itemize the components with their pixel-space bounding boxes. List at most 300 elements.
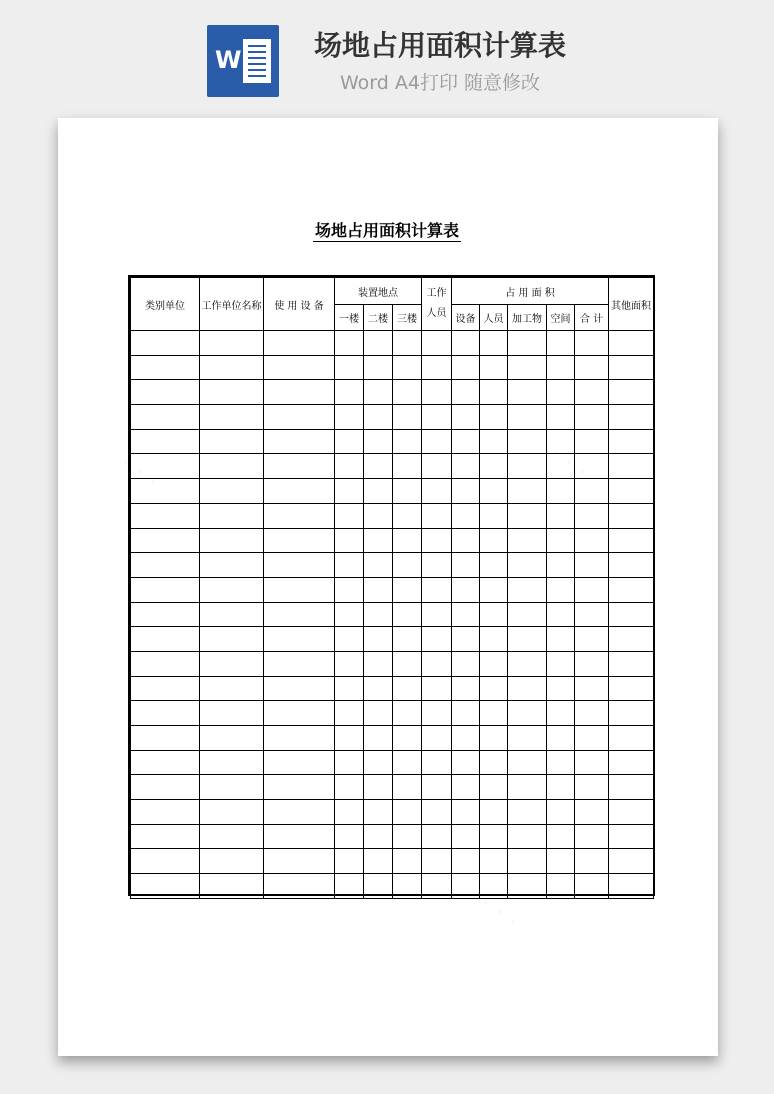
table-cell[interactable] bbox=[575, 528, 609, 553]
table-cell[interactable] bbox=[364, 503, 393, 528]
table-cell[interactable] bbox=[264, 676, 335, 701]
table-cell[interactable] bbox=[452, 775, 480, 800]
table-cell[interactable] bbox=[480, 405, 508, 430]
table-cell[interactable] bbox=[335, 553, 364, 578]
table-cell[interactable] bbox=[422, 479, 452, 504]
table-cell[interactable] bbox=[575, 602, 609, 627]
table-cell[interactable] bbox=[264, 405, 335, 430]
table-cell[interactable] bbox=[609, 503, 654, 528]
table-cell[interactable] bbox=[364, 602, 393, 627]
table-cell[interactable] bbox=[508, 331, 547, 356]
table-cell[interactable] bbox=[335, 627, 364, 652]
table-cell[interactable] bbox=[200, 429, 264, 454]
table-cell[interactable] bbox=[264, 331, 335, 356]
table-cell[interactable] bbox=[480, 577, 508, 602]
table-cell[interactable] bbox=[575, 429, 609, 454]
table-cell[interactable] bbox=[393, 454, 422, 479]
table-cell[interactable] bbox=[200, 454, 264, 479]
table-cell[interactable] bbox=[200, 676, 264, 701]
table-cell[interactable] bbox=[364, 479, 393, 504]
table-cell[interactable] bbox=[575, 726, 609, 751]
table-cell[interactable] bbox=[575, 750, 609, 775]
table-cell[interactable] bbox=[335, 676, 364, 701]
table-cell[interactable] bbox=[131, 726, 200, 751]
table-cell[interactable] bbox=[393, 701, 422, 726]
table-cell[interactable] bbox=[335, 331, 364, 356]
table-cell[interactable] bbox=[131, 479, 200, 504]
table-cell[interactable] bbox=[422, 750, 452, 775]
table-cell[interactable] bbox=[452, 405, 480, 430]
table-cell[interactable] bbox=[200, 577, 264, 602]
table-cell[interactable] bbox=[547, 874, 575, 899]
table-cell[interactable] bbox=[264, 627, 335, 652]
table-cell[interactable] bbox=[452, 750, 480, 775]
table-cell[interactable] bbox=[508, 849, 547, 874]
table-cell[interactable] bbox=[335, 701, 364, 726]
table-cell[interactable] bbox=[364, 627, 393, 652]
table-cell[interactable] bbox=[452, 577, 480, 602]
table-cell[interactable] bbox=[508, 726, 547, 751]
table-cell[interactable] bbox=[200, 528, 264, 553]
table-cell[interactable] bbox=[575, 676, 609, 701]
table-cell[interactable] bbox=[422, 824, 452, 849]
table-cell[interactable] bbox=[508, 479, 547, 504]
table-cell[interactable] bbox=[547, 775, 575, 800]
table-cell[interactable] bbox=[364, 355, 393, 380]
table-cell[interactable] bbox=[200, 824, 264, 849]
table-cell[interactable] bbox=[131, 355, 200, 380]
table-cell[interactable] bbox=[200, 602, 264, 627]
table-cell[interactable] bbox=[575, 824, 609, 849]
table-cell[interactable] bbox=[264, 824, 335, 849]
table-cell[interactable] bbox=[480, 479, 508, 504]
table-cell[interactable] bbox=[422, 454, 452, 479]
table-cell[interactable] bbox=[131, 874, 200, 899]
table-cell[interactable] bbox=[422, 726, 452, 751]
table-cell[interactable] bbox=[609, 824, 654, 849]
table-cell[interactable] bbox=[452, 553, 480, 578]
table-cell[interactable] bbox=[508, 602, 547, 627]
table-cell[interactable] bbox=[422, 602, 452, 627]
table-cell[interactable] bbox=[609, 849, 654, 874]
table-cell[interactable] bbox=[335, 355, 364, 380]
table-cell[interactable] bbox=[264, 503, 335, 528]
table-cell[interactable] bbox=[131, 553, 200, 578]
table-cell[interactable] bbox=[575, 800, 609, 825]
table-cell[interactable] bbox=[393, 750, 422, 775]
table-cell[interactable] bbox=[364, 553, 393, 578]
table-cell[interactable] bbox=[547, 553, 575, 578]
table-cell[interactable] bbox=[422, 503, 452, 528]
table-cell[interactable] bbox=[264, 849, 335, 874]
table-cell[interactable] bbox=[508, 553, 547, 578]
table-cell[interactable] bbox=[200, 750, 264, 775]
table-cell[interactable] bbox=[452, 627, 480, 652]
table-cell[interactable] bbox=[335, 503, 364, 528]
table-cell[interactable] bbox=[547, 405, 575, 430]
table-cell[interactable] bbox=[609, 331, 654, 356]
table-cell[interactable] bbox=[200, 627, 264, 652]
table-cell[interactable] bbox=[335, 405, 364, 430]
table-cell[interactable] bbox=[264, 479, 335, 504]
table-cell[interactable] bbox=[452, 701, 480, 726]
table-cell[interactable] bbox=[575, 405, 609, 430]
table-cell[interactable] bbox=[335, 429, 364, 454]
table-cell[interactable] bbox=[393, 528, 422, 553]
table-cell[interactable] bbox=[609, 429, 654, 454]
table-cell[interactable] bbox=[575, 849, 609, 874]
table-cell[interactable] bbox=[131, 405, 200, 430]
table-cell[interactable] bbox=[200, 701, 264, 726]
table-cell[interactable] bbox=[480, 701, 508, 726]
table-cell[interactable] bbox=[609, 479, 654, 504]
table-cell[interactable] bbox=[609, 380, 654, 405]
table-cell[interactable] bbox=[364, 651, 393, 676]
table-cell[interactable] bbox=[200, 331, 264, 356]
table-cell[interactable] bbox=[609, 577, 654, 602]
table-cell[interactable] bbox=[335, 874, 364, 899]
table-cell[interactable] bbox=[364, 849, 393, 874]
table-cell[interactable] bbox=[547, 355, 575, 380]
table-cell[interactable] bbox=[335, 577, 364, 602]
table-cell[interactable] bbox=[480, 602, 508, 627]
table-cell[interactable] bbox=[131, 849, 200, 874]
table-cell[interactable] bbox=[264, 701, 335, 726]
table-cell[interactable] bbox=[200, 479, 264, 504]
table-cell[interactable] bbox=[547, 676, 575, 701]
table-cell[interactable] bbox=[335, 775, 364, 800]
table-cell[interactable] bbox=[609, 553, 654, 578]
table-cell[interactable] bbox=[609, 750, 654, 775]
table-cell[interactable] bbox=[393, 479, 422, 504]
table-cell[interactable] bbox=[335, 380, 364, 405]
table-cell[interactable] bbox=[422, 849, 452, 874]
table-cell[interactable] bbox=[264, 602, 335, 627]
table-cell[interactable] bbox=[264, 726, 335, 751]
table-cell[interactable] bbox=[452, 355, 480, 380]
table-cell[interactable] bbox=[422, 355, 452, 380]
table-cell[interactable] bbox=[547, 651, 575, 676]
table-cell[interactable] bbox=[131, 602, 200, 627]
table-cell[interactable] bbox=[200, 503, 264, 528]
table-cell[interactable] bbox=[364, 528, 393, 553]
table-cell[interactable] bbox=[131, 528, 200, 553]
table-cell[interactable] bbox=[575, 651, 609, 676]
table-cell[interactable] bbox=[200, 355, 264, 380]
table-cell[interactable] bbox=[575, 355, 609, 380]
table-cell[interactable] bbox=[364, 380, 393, 405]
table-cell[interactable] bbox=[480, 355, 508, 380]
table-cell[interactable] bbox=[508, 651, 547, 676]
table-cell[interactable] bbox=[452, 380, 480, 405]
table-cell[interactable] bbox=[264, 454, 335, 479]
table-cell[interactable] bbox=[575, 874, 609, 899]
table-cell[interactable] bbox=[131, 380, 200, 405]
table-cell[interactable] bbox=[335, 528, 364, 553]
table-cell[interactable] bbox=[131, 454, 200, 479]
table-cell[interactable] bbox=[335, 479, 364, 504]
table-cell[interactable] bbox=[609, 651, 654, 676]
table-cell[interactable] bbox=[200, 380, 264, 405]
table-cell[interactable] bbox=[452, 602, 480, 627]
table-cell[interactable] bbox=[131, 750, 200, 775]
table-cell[interactable] bbox=[480, 627, 508, 652]
table-cell[interactable] bbox=[422, 331, 452, 356]
table-cell[interactable] bbox=[575, 331, 609, 356]
table-cell[interactable] bbox=[452, 651, 480, 676]
table-cell[interactable] bbox=[422, 676, 452, 701]
table-cell[interactable] bbox=[609, 701, 654, 726]
table-cell[interactable] bbox=[335, 726, 364, 751]
table-cell[interactable] bbox=[609, 454, 654, 479]
table-cell[interactable] bbox=[422, 405, 452, 430]
table-cell[interactable] bbox=[452, 503, 480, 528]
table-cell[interactable] bbox=[508, 454, 547, 479]
table-cell[interactable] bbox=[480, 503, 508, 528]
table-cell[interactable] bbox=[452, 849, 480, 874]
table-cell[interactable] bbox=[609, 602, 654, 627]
table-cell[interactable] bbox=[200, 651, 264, 676]
table-cell[interactable] bbox=[364, 676, 393, 701]
table-cell[interactable] bbox=[547, 726, 575, 751]
table-cell[interactable] bbox=[508, 405, 547, 430]
table-cell[interactable] bbox=[200, 553, 264, 578]
table-cell[interactable] bbox=[364, 701, 393, 726]
table-cell[interactable] bbox=[131, 800, 200, 825]
table-cell[interactable] bbox=[609, 676, 654, 701]
table-cell[interactable] bbox=[547, 701, 575, 726]
table-cell[interactable] bbox=[264, 429, 335, 454]
table-cell[interactable] bbox=[547, 331, 575, 356]
table-cell[interactable] bbox=[547, 528, 575, 553]
table-cell[interactable] bbox=[508, 701, 547, 726]
table-cell[interactable] bbox=[452, 479, 480, 504]
table-cell[interactable] bbox=[480, 874, 508, 899]
table-cell[interactable] bbox=[480, 528, 508, 553]
table-cell[interactable] bbox=[480, 726, 508, 751]
table-cell[interactable] bbox=[131, 651, 200, 676]
table-cell[interactable] bbox=[508, 380, 547, 405]
table-cell[interactable] bbox=[480, 331, 508, 356]
table-cell[interactable] bbox=[508, 503, 547, 528]
table-cell[interactable] bbox=[264, 775, 335, 800]
table-cell[interactable] bbox=[393, 405, 422, 430]
table-cell[interactable] bbox=[575, 701, 609, 726]
table-cell[interactable] bbox=[364, 775, 393, 800]
table-cell[interactable] bbox=[480, 775, 508, 800]
table-cell[interactable] bbox=[264, 355, 335, 380]
table-cell[interactable] bbox=[508, 627, 547, 652]
table-cell[interactable] bbox=[131, 503, 200, 528]
table-cell[interactable] bbox=[508, 775, 547, 800]
table-cell[interactable] bbox=[480, 553, 508, 578]
table-cell[interactable] bbox=[364, 331, 393, 356]
table-cell[interactable] bbox=[131, 701, 200, 726]
table-cell[interactable] bbox=[393, 355, 422, 380]
table-cell[interactable] bbox=[364, 429, 393, 454]
table-cell[interactable] bbox=[200, 849, 264, 874]
table-cell[interactable] bbox=[264, 800, 335, 825]
table-cell[interactable] bbox=[547, 824, 575, 849]
table-cell[interactable] bbox=[480, 454, 508, 479]
table-cell[interactable] bbox=[452, 824, 480, 849]
table-cell[interactable] bbox=[452, 331, 480, 356]
table-cell[interactable] bbox=[480, 380, 508, 405]
table-cell[interactable] bbox=[393, 676, 422, 701]
table-cell[interactable] bbox=[508, 800, 547, 825]
table-cell[interactable] bbox=[393, 429, 422, 454]
table-cell[interactable] bbox=[393, 775, 422, 800]
table-cell[interactable] bbox=[364, 405, 393, 430]
table-cell[interactable] bbox=[547, 750, 575, 775]
table-cell[interactable] bbox=[575, 454, 609, 479]
table-cell[interactable] bbox=[508, 429, 547, 454]
table-cell[interactable] bbox=[393, 503, 422, 528]
table-cell[interactable] bbox=[393, 627, 422, 652]
table-cell[interactable] bbox=[547, 849, 575, 874]
table-cell[interactable] bbox=[393, 800, 422, 825]
table-cell[interactable] bbox=[364, 800, 393, 825]
table-cell[interactable] bbox=[422, 429, 452, 454]
table-cell[interactable] bbox=[452, 726, 480, 751]
table-cell[interactable] bbox=[335, 824, 364, 849]
table-cell[interactable] bbox=[452, 676, 480, 701]
table-cell[interactable] bbox=[264, 750, 335, 775]
table-cell[interactable] bbox=[422, 577, 452, 602]
table-cell[interactable] bbox=[575, 577, 609, 602]
table-cell[interactable] bbox=[508, 750, 547, 775]
table-cell[interactable] bbox=[452, 429, 480, 454]
table-cell[interactable] bbox=[264, 553, 335, 578]
table-cell[interactable] bbox=[575, 503, 609, 528]
table-cell[interactable] bbox=[547, 479, 575, 504]
table-cell[interactable] bbox=[575, 627, 609, 652]
table-cell[interactable] bbox=[480, 800, 508, 825]
table-cell[interactable] bbox=[422, 874, 452, 899]
table-cell[interactable] bbox=[508, 528, 547, 553]
table-cell[interactable] bbox=[200, 726, 264, 751]
table-cell[interactable] bbox=[335, 454, 364, 479]
table-cell[interactable] bbox=[393, 331, 422, 356]
table-cell[interactable] bbox=[547, 429, 575, 454]
table-cell[interactable] bbox=[609, 874, 654, 899]
table-cell[interactable] bbox=[609, 405, 654, 430]
table-cell[interactable] bbox=[393, 380, 422, 405]
table-cell[interactable] bbox=[609, 775, 654, 800]
table-cell[interactable] bbox=[609, 627, 654, 652]
table-cell[interactable] bbox=[547, 380, 575, 405]
table-cell[interactable] bbox=[364, 577, 393, 602]
table-cell[interactable] bbox=[200, 405, 264, 430]
table-cell[interactable] bbox=[508, 577, 547, 602]
table-cell[interactable] bbox=[264, 651, 335, 676]
table-cell[interactable] bbox=[200, 775, 264, 800]
table-cell[interactable] bbox=[452, 528, 480, 553]
table-cell[interactable] bbox=[131, 429, 200, 454]
table-cell[interactable] bbox=[508, 824, 547, 849]
table-cell[interactable] bbox=[131, 577, 200, 602]
table-cell[interactable] bbox=[547, 800, 575, 825]
table-cell[interactable] bbox=[547, 503, 575, 528]
table-cell[interactable] bbox=[364, 824, 393, 849]
table-cell[interactable] bbox=[364, 726, 393, 751]
table-cell[interactable] bbox=[422, 775, 452, 800]
table-cell[interactable] bbox=[452, 874, 480, 899]
table-cell[interactable] bbox=[422, 701, 452, 726]
table-cell[interactable] bbox=[131, 824, 200, 849]
table-cell[interactable] bbox=[422, 380, 452, 405]
table-cell[interactable] bbox=[335, 651, 364, 676]
table-cell[interactable] bbox=[480, 849, 508, 874]
table-cell[interactable] bbox=[575, 775, 609, 800]
table-cell[interactable] bbox=[364, 750, 393, 775]
table-cell[interactable] bbox=[393, 726, 422, 751]
table-cell[interactable] bbox=[480, 750, 508, 775]
table-cell[interactable] bbox=[393, 874, 422, 899]
table-cell[interactable] bbox=[422, 528, 452, 553]
table-cell[interactable] bbox=[452, 454, 480, 479]
table-cell[interactable] bbox=[131, 331, 200, 356]
page-header bbox=[0, 0, 774, 118]
table-cell[interactable] bbox=[264, 577, 335, 602]
table-cell[interactable] bbox=[508, 355, 547, 380]
table-cell[interactable] bbox=[422, 800, 452, 825]
table-cell[interactable] bbox=[609, 355, 654, 380]
table-cell[interactable] bbox=[547, 454, 575, 479]
table-cell[interactable] bbox=[200, 874, 264, 899]
table-cell[interactable] bbox=[480, 429, 508, 454]
table-cell[interactable] bbox=[480, 676, 508, 701]
table-cell[interactable] bbox=[131, 775, 200, 800]
table-cell[interactable] bbox=[609, 726, 654, 751]
table-cell[interactable] bbox=[452, 800, 480, 825]
table-cell[interactable] bbox=[508, 676, 547, 701]
table-cell[interactable] bbox=[480, 651, 508, 676]
table-cell[interactable] bbox=[575, 553, 609, 578]
table-cell[interactable] bbox=[335, 800, 364, 825]
table-cell[interactable] bbox=[335, 602, 364, 627]
table-cell[interactable] bbox=[264, 380, 335, 405]
table-cell[interactable] bbox=[364, 874, 393, 899]
table-cell[interactable] bbox=[264, 874, 335, 899]
table-cell[interactable] bbox=[547, 627, 575, 652]
table-cell[interactable] bbox=[393, 849, 422, 874]
table-cell[interactable] bbox=[422, 651, 452, 676]
table-cell[interactable] bbox=[200, 800, 264, 825]
table-cell[interactable] bbox=[131, 627, 200, 652]
table-cell[interactable] bbox=[422, 627, 452, 652]
table-cell[interactable] bbox=[575, 380, 609, 405]
table-cell[interactable] bbox=[393, 824, 422, 849]
table-cell[interactable] bbox=[364, 454, 393, 479]
table-cell[interactable] bbox=[393, 553, 422, 578]
table-cell[interactable] bbox=[264, 528, 335, 553]
table-cell[interactable] bbox=[547, 577, 575, 602]
table-cell[interactable] bbox=[575, 479, 609, 504]
table-cell[interactable] bbox=[609, 800, 654, 825]
table-cell[interactable] bbox=[508, 874, 547, 899]
table-cell[interactable] bbox=[480, 824, 508, 849]
table-cell[interactable] bbox=[547, 602, 575, 627]
table-cell[interactable] bbox=[335, 849, 364, 874]
table-cell[interactable] bbox=[131, 676, 200, 701]
table-cell[interactable] bbox=[609, 528, 654, 553]
table-cell[interactable] bbox=[335, 750, 364, 775]
table-cell[interactable] bbox=[393, 651, 422, 676]
table-cell[interactable] bbox=[393, 602, 422, 627]
table-cell[interactable] bbox=[422, 553, 452, 578]
table-cell[interactable] bbox=[393, 577, 422, 602]
